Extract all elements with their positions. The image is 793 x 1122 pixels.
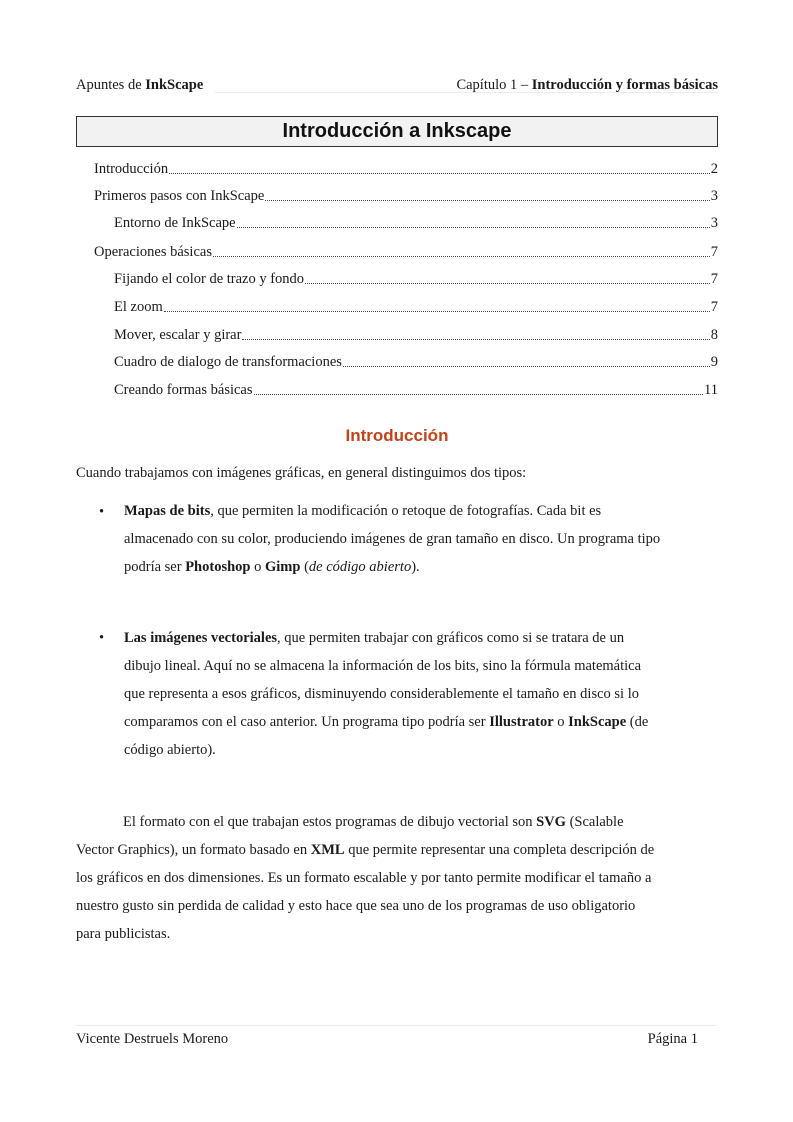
toc-leader xyxy=(343,365,710,367)
intro-paragraph: Cuando trabajamos con imágenes gráficas, en general distinguimos dos tipos: xyxy=(76,465,527,481)
toc-entry[interactable] xyxy=(114,326,718,344)
toc-entry[interactable] xyxy=(114,298,718,316)
footer-page-number: Página 1 xyxy=(647,1031,698,1047)
toc-entry[interactable] xyxy=(114,353,718,371)
bullet-glyph: • xyxy=(99,504,105,520)
toc-entry[interactable] xyxy=(114,270,718,288)
footer-rule xyxy=(76,1025,716,1026)
document-title: Introducción a Inkscape xyxy=(76,116,718,147)
footer-author: Vicente Destruels Moreno xyxy=(76,1031,229,1047)
toc-entry-page: 11 xyxy=(704,382,718,398)
toc-entry-page: 7 xyxy=(710,299,718,315)
toc-entry-title: Operaciones básicas xyxy=(94,244,212,260)
toc-entry-title: Introducción xyxy=(94,161,169,177)
toc-entry-title: Fijando el color de trazo y fondo xyxy=(114,271,305,287)
toc-entry-page: 3 xyxy=(710,188,718,204)
header-rule xyxy=(215,92,718,93)
toc-entry-title: El zoom xyxy=(114,299,163,315)
header-right: Capítulo 1 – Introducción y formas básicas xyxy=(456,77,718,93)
toc-entry-title: Cuadro de dialogo de transformaciones xyxy=(114,354,342,370)
toc-entry[interactable] xyxy=(94,187,718,205)
toc-leader xyxy=(164,310,710,312)
toc-leader xyxy=(254,393,704,395)
page-header xyxy=(76,77,718,93)
header-left: Apuntes de InkScape xyxy=(76,77,204,93)
header-chapter-title: Introducción y formas básicas xyxy=(531,77,718,93)
toc-leader xyxy=(213,255,710,257)
toc-entry-title: Entorno de InkScape xyxy=(114,215,236,231)
bullet-item-raster: Mapas de bits, que permiten la modificación o retoque de fotografías. Cada bit es almacenado con su color, produciendo imágenes de gran tamaño en disco. Un programa tipo podría ser Photoshop o Gimp (de código abierto). xyxy=(124,503,661,575)
toc-entry[interactable] xyxy=(114,381,718,399)
toc-entry[interactable] xyxy=(114,214,718,232)
header-app-name: InkScape xyxy=(145,77,204,93)
toc-leader xyxy=(169,172,710,174)
toc-entry-page: 7 xyxy=(710,244,718,260)
toc-entry-page: 2 xyxy=(710,161,718,177)
toc-entry-page: 8 xyxy=(710,327,718,343)
toc-entry-title: Primeros pasos con InkScape xyxy=(94,188,265,204)
bullet-item-vector: Las imágenes vectoriales, que permiten trabajar con gráficos como si se tratara de un dibujo lineal. Aquí no se almacena la información de los bits, sino la fórmula matemática que representa a esos gráficos, disminuyendo considerablemente el tamaño en disco si lo comparamos con el caso anterior. Un programa tipo podría ser Illustrator o InkScape (de código abierto). xyxy=(124,630,649,758)
section-heading: Introducción xyxy=(345,426,449,445)
toc-leader xyxy=(265,199,709,201)
toc-entry[interactable] xyxy=(94,160,718,178)
toc-entry-page: 3 xyxy=(710,215,718,231)
svg-format-paragraph: El formato con el que trabajan estos programas de dibujo vectorial son SVG (Scalable Vector Graphics), un formato basado en XML que permite representar una completa descripción de los gráficos en dos dimensiones. Es un formato escalable y por tanto permite modificar el tamaño a nuestro gusto sin perdida de calidad y esto hace que sea uno de los programas de uso obligatorio para publicistas. xyxy=(76,814,655,942)
toc-leader xyxy=(242,338,709,340)
toc-leader xyxy=(237,226,710,228)
toc-leader xyxy=(305,282,710,284)
toc-entry[interactable] xyxy=(94,243,718,261)
toc-entry-title: Mover, escalar y girar xyxy=(114,327,242,343)
toc-entry-page: 7 xyxy=(710,271,718,287)
toc-entry-page: 9 xyxy=(710,354,718,370)
page-footer xyxy=(76,1030,698,1048)
bullet-glyph: • xyxy=(99,630,105,646)
toc-entry-title: Creando formas básicas xyxy=(114,382,253,398)
